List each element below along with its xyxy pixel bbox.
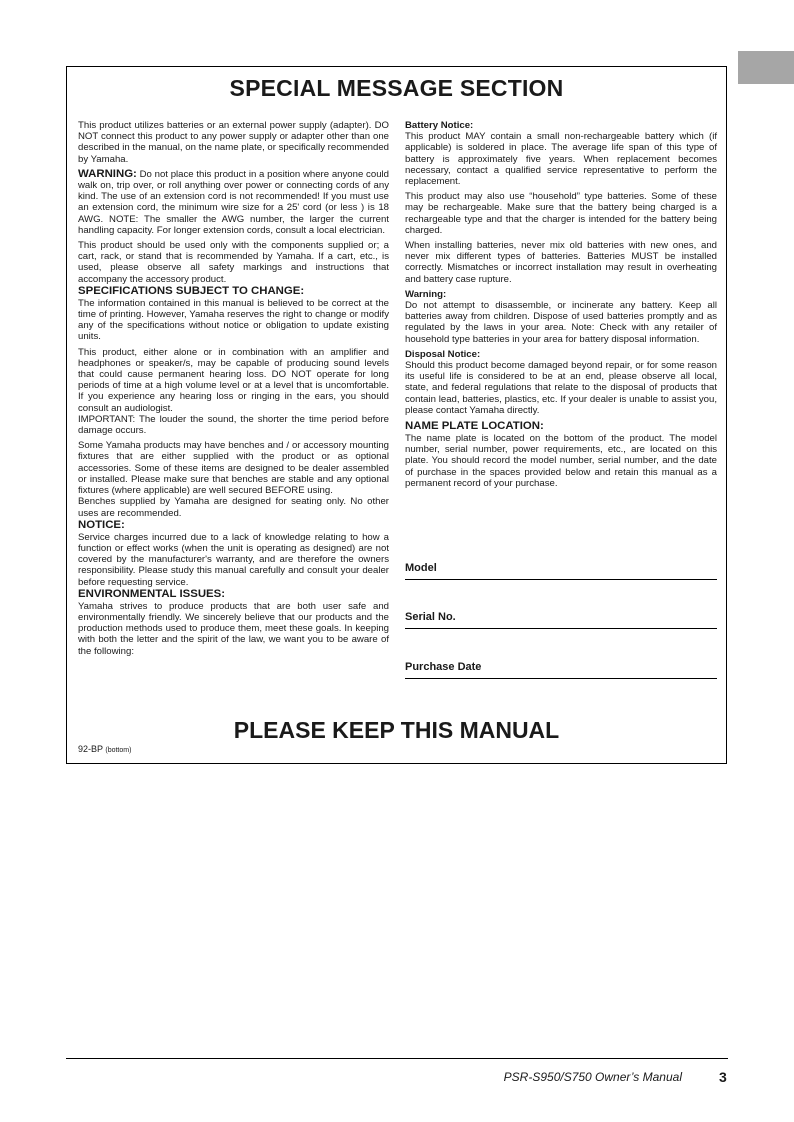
components-paragraph: This product should be used only with the components supplied or; a cart, rack, or stand that is recommended by Yamaha. If a cart, etc., is used, please observe all safety markings and instructions that accompany the accessory product. xyxy=(78,240,389,285)
warning-paragraph xyxy=(78,169,389,236)
model-field[interactable]: Model xyxy=(405,562,717,580)
specifications-paragraph: The information contained in this manual is believed to be correct at the time of printing. However, Yamaha reserves the right to change or modify any of the specifications without notice or obligation to update existing units. xyxy=(78,297,389,343)
name-plate-paragraph: The name plate is located on the bottom of the product. The model number, serial number, power requirements, etc., are located on this plate. You should record the model number, serial number, and the date of purchase in the spaces provided below and retain this manual as a permanent record of your purchase. xyxy=(405,433,717,489)
power-supply-paragraph: This product utilizes batteries or an external power supply (adapter). DO NOT connect this product to any power supply or adapter other than one described in the manual, on the name plate, or specifically recommended by Yamaha. xyxy=(78,120,389,165)
warning-label: WARNING: xyxy=(78,167,137,180)
notice-paragraph: Service charges incurred due to a lack of knowledge relating to how a function or effect works (when the unit is operating as designed) are not covered by the manufacturer's warranty, and are therefore the owners responsibility. Please study this manual carefully and consult your dealer before requesting service. xyxy=(78,531,389,588)
battery-warning-paragraph: Do not attempt to disassemble, or incinerate any battery. Keep all batteries away from children. Dispose of used batteries promptly and as regulated by the laws in your area. Note: Check with any retailer of household type batteries in your area for battery disposal information. xyxy=(405,300,717,345)
document-code xyxy=(78,744,131,754)
battery-paragraph-1: This product MAY contain a small non-rechargeable battery which (if applicable) is soldered in place. The average life span of this type of battery is approximately five years. When replacement becomes necessary, contact a qualified service representative to perform the replacement. xyxy=(405,131,717,188)
document-code-note: (bottom) xyxy=(105,747,132,754)
disposal-paragraph: Should this product become damaged beyond repair, or for some reason its useful life is considered to be at an end, please observe all local, state, and federal regulations that relate to the disposal of products that contain lead, batteries, plastics, etc. If your dealer is unable to assist you, please contact Yamaha directly. xyxy=(405,360,717,416)
purchase-date-field[interactable]: Purchase Date xyxy=(405,661,717,679)
section-tab xyxy=(738,51,794,84)
battery-warning-heading: Warning: xyxy=(405,288,447,300)
environmental-paragraph: Yamaha strives to produce products that are both user safe and environmentally friendly. We sincerely believe that our products and the production methods used to produce them, meet these goals. In keeping with both the letter and the spirit of the law, we want you to be aware of the following: xyxy=(78,600,389,657)
notice-heading: NOTICE: xyxy=(78,518,125,531)
footer-manual-title: PSR-S950/S750 Owner’s Manual xyxy=(503,1070,682,1084)
hearing-paragraph: This product, either alone or in combination with an amplifier and headphones or speaker/s, may be capable of producing sound levels that could cause permanent hearing loss. DO NOT operate for long periods of time at a high volume level or at a level that is uncomfortable. If you experience any hearing loss or ringing in the ears, you should consult an audiologist. xyxy=(78,346,389,414)
left-column xyxy=(78,120,389,657)
serial-number-field[interactable]: Serial No. xyxy=(405,611,717,629)
benches-seating-paragraph: Benches supplied by Yamaha are designed for seating only. No other uses are recommended. xyxy=(78,496,389,519)
page-number: 3 xyxy=(719,1069,727,1085)
battery-paragraph-3: When installing batteries, never mix old batteries with new ones, and never mix different types of batteries. Batteries MUST be installed correctly. Mismatches or incorrect installation may result in overheating and battery case rupture. xyxy=(405,240,717,285)
benches-paragraph: Some Yamaha products may have benches and / or accessory mounting fixtures that are either supplied with the product or as optional accessories. Some of these items are designed to be dealer assembled or installed. Please make sure that benches are stable and any optional fixtures (where applicable) are well secured BEFORE using. xyxy=(78,440,389,497)
footer-rule xyxy=(66,1058,728,1059)
keep-manual-heading: PLEASE KEEP THIS MANUAL xyxy=(233,717,560,743)
environmental-heading: ENVIRONMENTAL ISSUES: xyxy=(78,587,226,600)
page-title: SPECIAL MESSAGE SECTION xyxy=(229,75,564,101)
special-message-box xyxy=(66,66,727,764)
warning-text: Do not place this product in a position where anyone could walk on, trip over, or roll anything over power or connecting cords of any kind. The use of an extension cord is not recommended! If you must use an extension cord, the minimum wire size for a 25' cord (or less ) is 18 AWG. NOTE: The smaller the AWG number, the larger the current handling capacity. For longer extension cords, consult a local electrician. xyxy=(78,168,389,236)
specifications-heading: SPECIFICATIONS SUBJECT TO CHANGE: xyxy=(78,284,305,297)
battery-paragraph-2: This product may also use “household” type batteries. Some of these may be rechargeable. Make sure that the battery being charged is a rechargeable type and that the charger is intended for the battery being charged. xyxy=(405,191,717,236)
right-column xyxy=(405,120,717,493)
disposal-notice-heading: Disposal Notice: xyxy=(405,348,481,360)
document-code-number: 92-BP xyxy=(78,744,103,754)
name-plate-heading: NAME PLATE LOCATION: xyxy=(405,420,544,433)
battery-notice-heading: Battery Notice: xyxy=(405,120,474,131)
important-paragraph: IMPORTANT: The louder the sound, the shorter the time period before damage occurs. xyxy=(78,413,389,437)
